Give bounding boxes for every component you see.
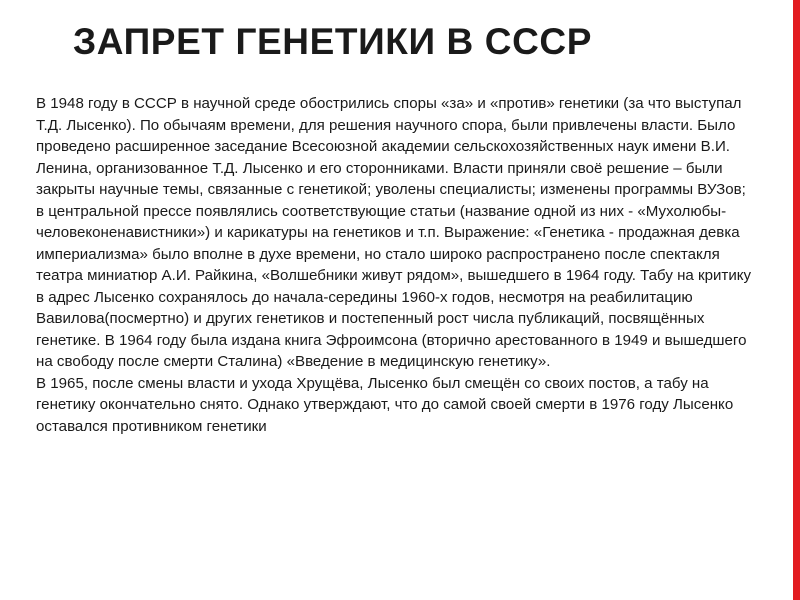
body-paragraph-1: В 1948 году в СССР в научной среде обострились споры «за» и «против» генетики (за что выступал Т.Д. Лысенко). По обычаям времени, для решения научного спора, были привлечены власти. Было проведено расширенное заседание Всесоюзной академии сельскохозяйственных наук имени В.И. Ленина, организованное Т.Д. Лысенко и его сторонниками. Власти приняли своё решение – были закрыты научные темы, связанные с генетикой; уволены специалисты; изменены программы ВУЗов; в центральной прессе появлялись соответствующие статьи (название одной из них - «Мухолюбы-человеконенавистники») и карикатуры на генетиков и т.п. Выражение: «Генетика - продажная девка империализма» было вполне в духе времени, но стало широко распространено после спектакля театра миниатюр А.И. Райкина, «Волшебники живут рядом», вышедшего в 1964 году. Табу на критику в адрес Лысенко сохранялось до начала-середины 1960-х годов, несмотря на реабилитацию Вавилова(посмертно) и других генетиков и постепенный рост числа публикаций, посвящённых генетике. В 1964 году была издана книга Эфроимсона (вторично арестованного в 1949 и вышедшего на свободу после смерти Сталина) «Введение в медицинскую генетику». <box>36 95 752 370</box>
slide-title: ЗАПРЕТ ГЕНЕТИКИ В СССР <box>73 21 592 62</box>
accent-bar <box>793 0 800 600</box>
body-paragraph-2: В 1965, после смены власти и ухода Хрущёва, Лысенко был смещён со своих постов, а табу на генетику окончательно снято. Однако утверждают, что до самой своей смерти в 1976 году Лысенко оставался противником генетики <box>36 374 734 435</box>
slide-body <box>36 93 756 437</box>
